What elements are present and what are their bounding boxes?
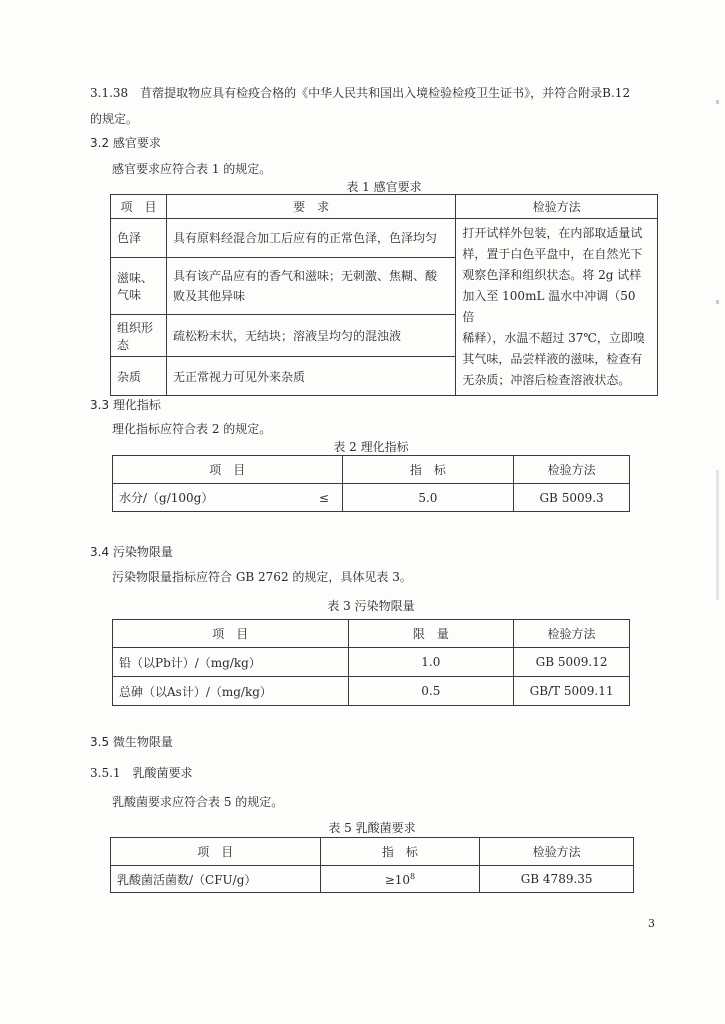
table-row-item: 总砷（以As计）/（mg/kg） (113, 677, 349, 706)
section-intro-3-4: 污染物限量指标应符合 GB 2762 的规定，具体见表 3。 (112, 570, 412, 584)
table-row-operator: ≤ (306, 484, 342, 512)
method-line: 加入至 100mL 温水中冲调（50 倍 (462, 289, 636, 324)
scan-edge-mark (716, 470, 719, 600)
method-line: 其气味，品尝样液的滋味，检查有 (462, 352, 643, 366)
value-base: ≥10 (384, 872, 411, 887)
method-line: 无杂质；冲溶后检查溶液状态。 (462, 373, 631, 387)
table-2-caption: 表 2 理化指标 (333, 440, 409, 454)
table-row-method: GB 5009.3 (514, 484, 630, 512)
scan-edge-mark (716, 100, 719, 104)
table-row-value (320, 866, 480, 893)
table-row-method: GB 5009.12 (514, 648, 630, 677)
table-row-item: 铅（以Pb计）/（mg/kg） (113, 648, 349, 677)
section-intro-3-5-1: 乳酸菌要求应符合表 5 的规定。 (112, 795, 284, 809)
table-2-header-index: 指 标 (342, 456, 514, 484)
requirement-line: 具有该产品应有的香气和滋味；无刺激、焦糊、酸 (172, 268, 437, 283)
table-3-header-item: 项 目 (113, 620, 349, 648)
scan-edge-mark (716, 300, 719, 304)
table-5-caption: 表 5 乳酸菌要求 (328, 821, 416, 835)
table-1-header-requirement: 要 求 (166, 195, 455, 219)
table-1-method-cell (456, 219, 658, 396)
table-5-header-method: 检验方法 (480, 838, 634, 866)
table-row-item: 色泽 (111, 219, 167, 258)
table-row-item: 乳酸菌活菌数/（CFU/g） (111, 866, 321, 893)
table-5-header-item: 项 目 (111, 838, 321, 866)
section-intro-3-3: 理化指标应符合表 2 的规定。 (112, 422, 272, 436)
clause-3-1-38-line2: 的规定。 (90, 112, 139, 126)
table-row-requirement: 具有原料经混合加工后应有的正常色泽，色泽均匀 (166, 219, 455, 258)
clause-3-1-38-line1: 3.1.38 苜蓿提取物应具有检疫合格的《中华人民共和国出入境检验检疫卫生证书》，并符合附录B.12 (90, 86, 631, 100)
section-heading-3-5: 3.5 微生物限量 (90, 735, 173, 749)
table-5-lactic-acid-bacteria (110, 837, 634, 893)
table-row-method: GB 4789.35 (480, 866, 634, 893)
table-row-requirement (166, 257, 455, 315)
table-1-sensory (110, 194, 658, 396)
table-2-header-item: 项 目 (113, 456, 343, 484)
table-2-header-method: 检验方法 (514, 456, 630, 484)
section-heading-3-3: 3.3 理化指标 (90, 398, 161, 412)
value-exponent: 8 (410, 871, 416, 881)
table-1-header-method: 检验方法 (456, 195, 658, 219)
table-row-limit: 1.0 (348, 648, 514, 677)
table-3-contaminants (112, 619, 630, 706)
table-row-item: 杂质 (111, 357, 167, 396)
method-line: 稀释），水温不超过 37℃，立即嗅 (462, 331, 645, 345)
table-row-item: 水分/（g/100g） (113, 484, 307, 512)
table-row-value: 5.0 (342, 484, 514, 512)
page-number: 3 (648, 917, 655, 930)
table-row-limit: 0.5 (348, 677, 514, 706)
section-heading-3-4: 3.4 污染物限量 (90, 545, 173, 559)
table-3-caption: 表 3 污染物限量 (327, 599, 415, 613)
table-2-physicochemical (112, 455, 630, 512)
table-1-header-item: 项 目 (111, 195, 167, 219)
subsection-heading-3-5-1: 3.5.1 乳酸菌要求 (90, 766, 193, 780)
table-3-header-limit: 限 量 (348, 620, 514, 648)
table-row-requirement: 疏松粉末状，无结块；溶液呈均匀的混浊液 (166, 315, 455, 357)
table-3-header-method: 检验方法 (514, 620, 630, 648)
section-intro-3-2: 感官要求应符合表 1 的规定。 (112, 162, 272, 176)
table-row-item: 组织形态 (111, 315, 167, 357)
method-line: 打开试样外包装，在内部取适量试 (462, 226, 643, 240)
table-row-item: 滋味、气味 (111, 257, 167, 315)
table-5-header-index: 指 标 (320, 838, 480, 866)
table-row-method: GB/T 5009.11 (514, 677, 630, 706)
section-heading-3-2: 3.2 感官要求 (90, 136, 161, 150)
table-1-caption: 表 1 感官要求 (346, 180, 422, 194)
requirement-line: 败及其他异味 (172, 288, 245, 303)
table-row-requirement: 无正常视力可见外来杂质 (166, 357, 455, 396)
method-line: 观察色泽和组织状态。将 2g 试样 (462, 268, 642, 282)
method-line: 样，置于白色平盘中，在自然光下 (462, 247, 643, 261)
